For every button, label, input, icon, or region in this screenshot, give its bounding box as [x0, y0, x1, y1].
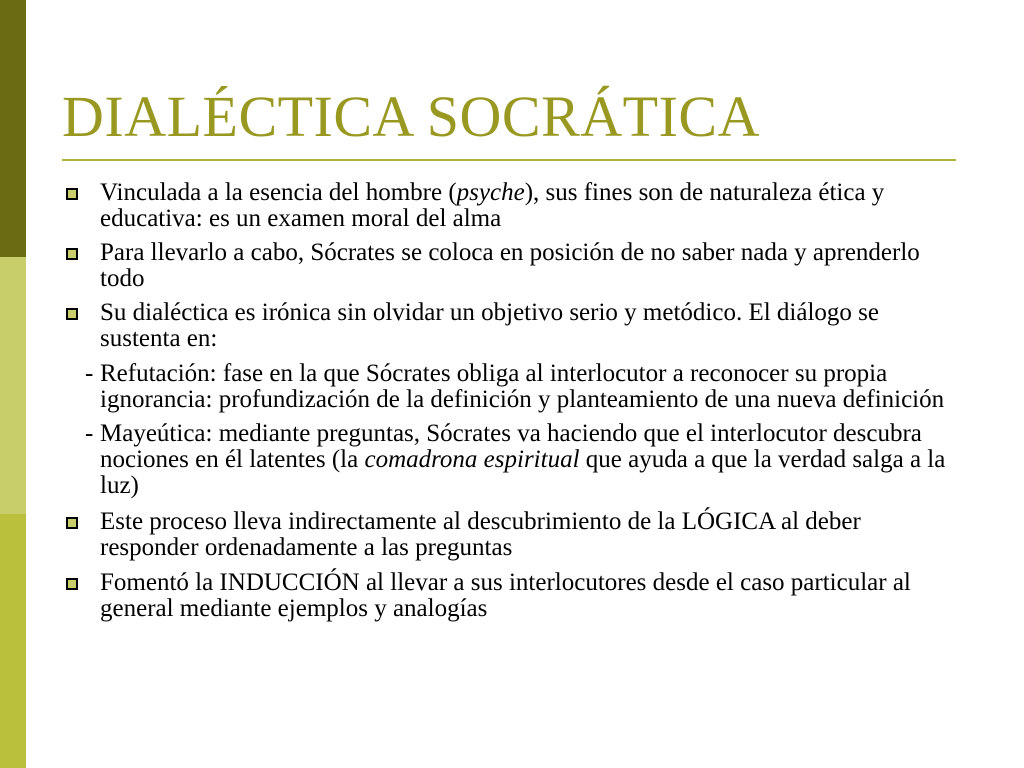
- title-underline: [62, 159, 956, 161]
- square-bullet-icon: [66, 517, 78, 529]
- bullet-text: Fomentó la INDUCCIÓN al llevar a sus interlocutores desde el caso particular al general mediante ejemplos y analogías: [100, 569, 911, 622]
- bullet-item: [60, 300, 965, 352]
- square-bullet-icon: [66, 308, 78, 320]
- square-bullet-icon: [66, 188, 78, 200]
- bullet-text-part: ), sus fines son de naturaleza ética y educativa: es un examen moral del alma: [100, 179, 885, 232]
- dash-item: [60, 421, 965, 499]
- dash-text-part: que ayuda a que la verdad salga a la luz): [100, 446, 946, 499]
- bullet-item: [60, 180, 965, 232]
- slide-title: DIALÉCTICA SOCRÁTICA: [62, 84, 760, 149]
- dash-marker: -: [85, 360, 94, 387]
- bullet-text: Su dialéctica es irónica sin olvidar un objetivo serio y metódico. El diálogo se sustenta en:: [100, 299, 879, 352]
- dash-emphasis: comadrona espiritual: [364, 446, 580, 473]
- dash-marker: -: [85, 420, 94, 447]
- bullet-item: [60, 570, 965, 622]
- decor-bar-bottom: [0, 514, 26, 768]
- bullet-text-part: Vinculada a la esencia del hombre (: [100, 179, 457, 206]
- bullet-item: [60, 240, 965, 292]
- bullet-text: Este proceso lleva indirectamente al descubrimiento de la LÓGICA al deber responder ordenadamente a las preguntas: [100, 508, 861, 561]
- bullet-text: Para llevarlo a cabo, Sócrates se coloca en posición de no saber nada y aprenderlo todo: [100, 239, 920, 292]
- dash-item: [60, 361, 965, 413]
- square-bullet-icon: [66, 248, 78, 260]
- dash-text: Refutación: fase en la que Sócrates obliga al interlocutor a reconocer su propia ignorancia: profundización de la definición y planteamiento de una nueva definición: [100, 360, 945, 413]
- decor-bar-middle: [0, 257, 26, 514]
- bullet-item: [60, 509, 965, 561]
- bullet-emphasis: psyche: [456, 179, 525, 206]
- dash-text-part: Mayeútica: mediante preguntas, Sócrates va haciendo que el interlocutor descubra nociones en él latentes (la: [100, 420, 922, 473]
- square-bullet-icon: [66, 578, 78, 590]
- slide-body: [60, 180, 965, 622]
- decor-bar-top: [0, 0, 26, 257]
